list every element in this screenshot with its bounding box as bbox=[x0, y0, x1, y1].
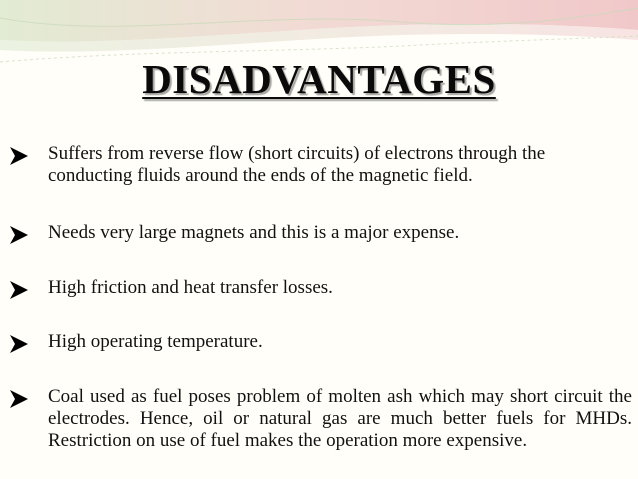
bullet-text: Needs very large magnets and this is a major expense. bbox=[48, 222, 460, 243]
arrow-head-icon bbox=[8, 333, 30, 355]
bullet-text: High operating temperature. bbox=[48, 331, 263, 352]
bullet-text: Coal used as fuel poses problem of molten ash which may short circuit the electrodes. Hence, oil or natural gas are much better fuels for MHDs. Restriction on use of fuel makes the operation more expensive. bbox=[48, 386, 632, 451]
bullet-text: Suffers from reverse flow (short circuits) of electrons through the conducting fluids around the ends of the magnetic field. bbox=[48, 143, 546, 186]
arrow-head-icon bbox=[8, 279, 30, 301]
arrow-head-icon bbox=[8, 145, 30, 167]
arrow-head-icon bbox=[8, 224, 30, 246]
arrow-head-icon bbox=[8, 388, 30, 410]
bullet-text: High friction and heat transfer losses. bbox=[48, 277, 333, 298]
slide-title: DISADVANTAGES bbox=[142, 56, 496, 102]
